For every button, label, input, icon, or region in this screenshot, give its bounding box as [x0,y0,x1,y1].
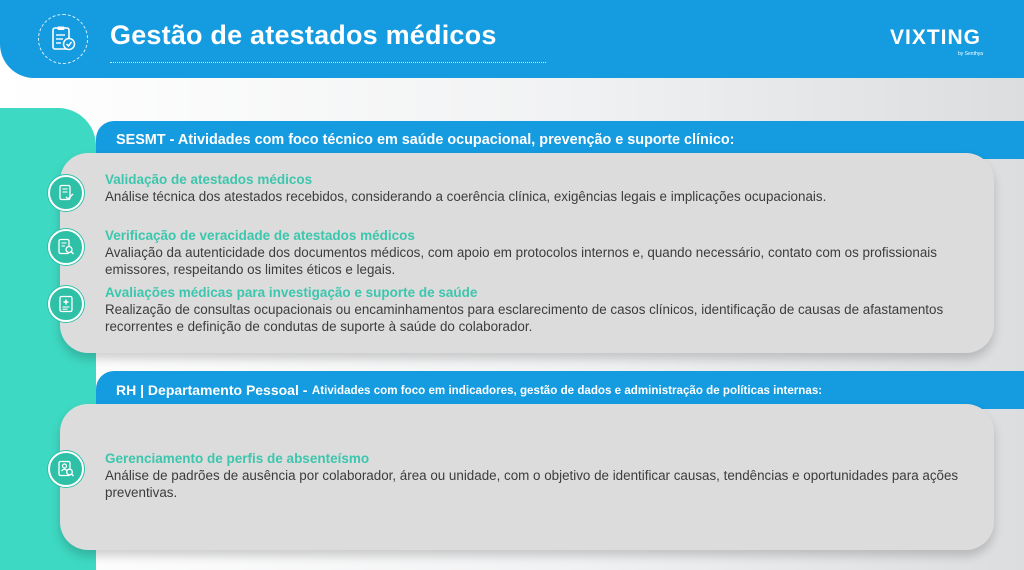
item-title: Avaliações médicas para investigação e suporte de saúde [105,285,478,300]
item-title: Gerenciamento de perfis de absenteísmo [105,451,370,466]
item-title: Verificação de veracidade de atestados médicos [105,228,415,243]
clipboard-check-icon [38,14,88,64]
page-title: Gestão de atestados médicos [110,20,497,50]
document-search-icon [48,229,84,265]
brand-logo: VIXTING [890,26,982,49]
medical-report-icon [48,286,84,322]
profile-search-icon [48,451,84,487]
item-title: Validação de atestados médicos [105,172,313,187]
item-description: Realização de consultas ocupacionais ou encaminhamentos para esclarecimento de casos clínicos, identificação de causas de afastamentos recorrentes e definição de condutas de suporte à saúde do colaborador. [105,302,944,334]
header-banner [0,0,1024,78]
section-title: SESMT - Atividades com foco técnico em saúde ocupacional, prevenção e suporte clínico: [116,132,735,148]
item-description: Análise técnica dos atestados recebidos, considerando a coerência clínica, exigências legais e implicações ocupacionais. [105,189,827,204]
section-description: Atividades com foco em indicadores, gestão de dados e administração de políticas internas: [311,383,823,397]
title-underline [110,62,546,63]
item-description: Análise de padrões de ausência por colaborador, área ou unidade, com o objetivo de identificar causas, tendências e oportunidades para ações preventivas. [105,468,959,500]
brand-logo-tagline: by Senthya [958,51,984,57]
document-check-icon [48,175,84,211]
item-description: Avaliação da autenticidade dos documentos médicos, com apoio em protocolos internos e, quando necessário, contato com os profissionais emissores, respeitando os limites éticos e legais. [105,245,937,277]
section-title: RH | Departamento Pessoal - [116,382,308,398]
